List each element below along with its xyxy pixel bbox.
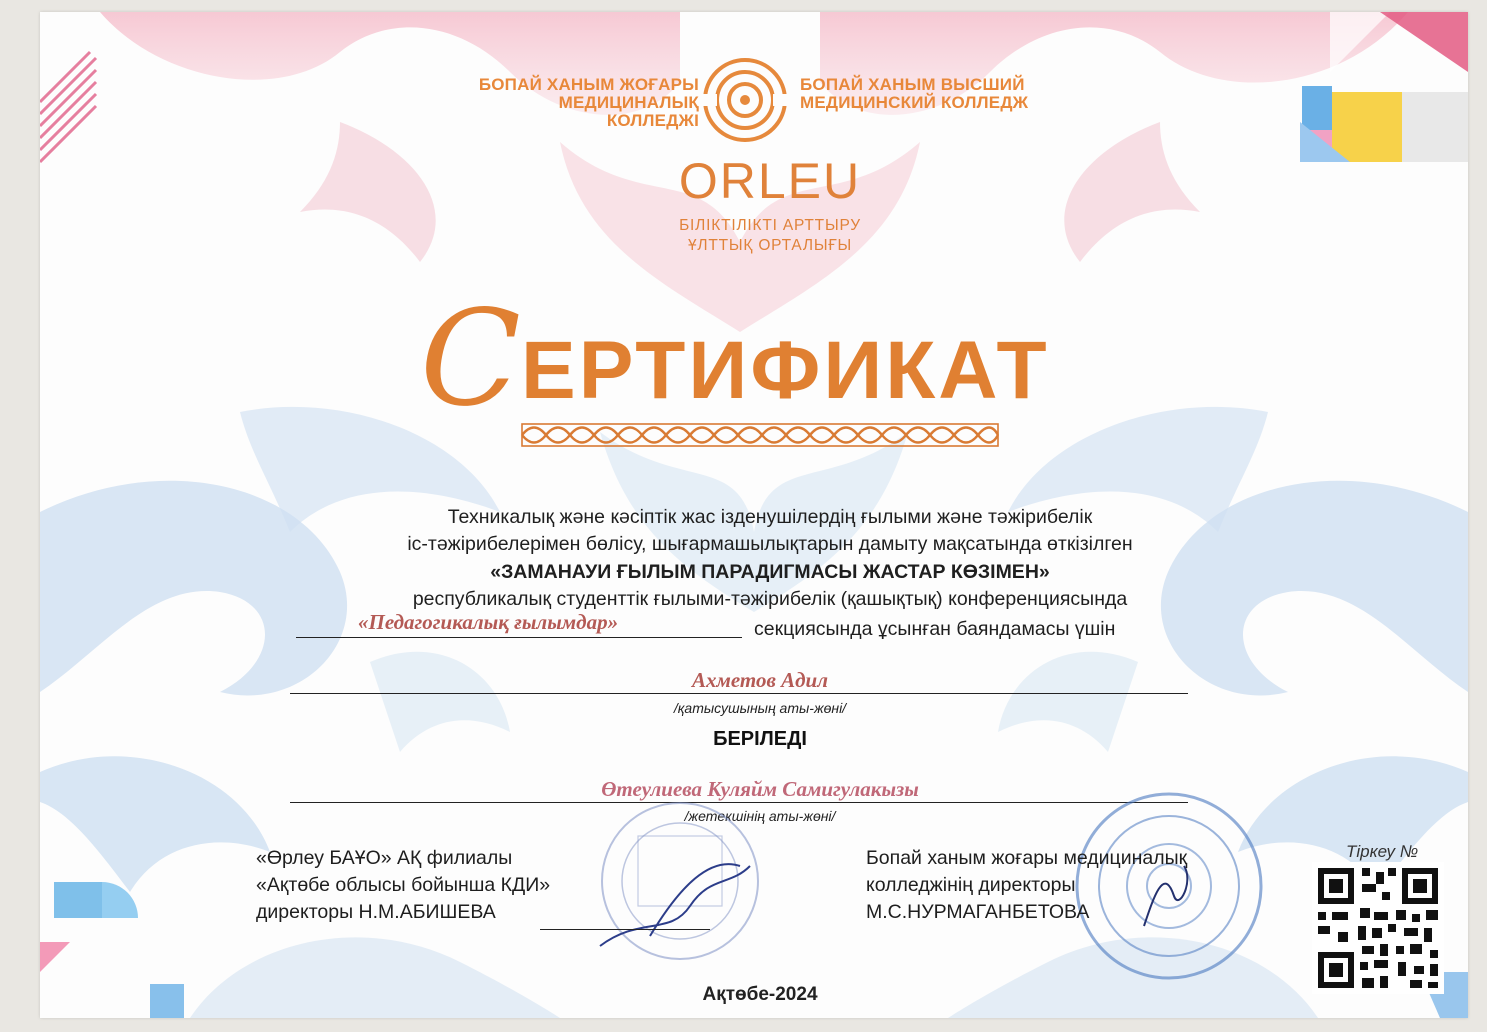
participant-caption: /қатысушының аты-жөні/ (673, 700, 847, 716)
certificate (40, 12, 1468, 1018)
orleu-sub-line1: БІЛІКТІЛІКТІ АРТТЫРУ (679, 217, 861, 234)
section-suffix: секциясында ұсынған баяндамасы үшін (754, 618, 1116, 640)
left-sig-line3: директоры Н.М.АБИШЕВА (256, 901, 496, 923)
left-stamp (580, 796, 780, 966)
body-line-4: республикалық студенттік ғылыми-тәжірибелік (қашықтық) конференциясында (412, 588, 1128, 610)
left-signature-block (256, 845, 550, 926)
participant-underline (290, 693, 1188, 694)
orleu-logo: ORLEU (678, 153, 862, 209)
college-kz-line1: БОПАЙ ХАНЫМ ЖОҒАРЫ (478, 75, 699, 94)
orleu-sub-line2: ҰЛТТЫҚ ОРТАЛЫҒЫ (687, 237, 853, 254)
left-signature-line (540, 929, 710, 930)
right-sig-line1: Бопай ханым жоғары медициналық (866, 847, 1188, 869)
section-name: «Педагогикалық ғылымдар» (358, 610, 619, 634)
orleu-subtitle (600, 216, 940, 256)
body-line-2: іс-тәжірибелерімен бөлісу, шығармашылықтарын дамыту мақсатында өткізілген (407, 533, 1133, 555)
body-line-1: Техникалық және кәсіптік жас ізденушілердің ғылыми және тәжірибелік (447, 506, 1093, 528)
right-signature-block (866, 845, 1187, 926)
qr-code-icon (1312, 862, 1444, 994)
college-name-ru (800, 76, 1060, 112)
college-ru-line2: МЕДИЦИНСКИЙ КОЛЛЕДЖ (800, 93, 1029, 112)
right-sig-line3: М.С.НУРМАГАНБЕТОВА (866, 901, 1090, 923)
conference-title: «ЗАМАНАУИ ҒЫЛЫМ ПАРАДИГМАСЫ ЖАСТАР КӨЗІМЕН» (490, 561, 1050, 583)
participant-name: Ахметов Адил (691, 668, 828, 692)
registration-text: Тіркеу № (1346, 842, 1419, 861)
awarded-label: БЕРІЛЕДІ (713, 728, 807, 750)
left-sig-line2: «Ақтөбе облысы бойынша КДИ» (256, 874, 551, 896)
title-rest: ЕРТИФИКАТ (521, 325, 1050, 416)
city-year: Ақтөбе-2024 (702, 984, 818, 1005)
college-kz-line2: МЕДИЦИНАЛЫҚ КОЛЛЕДЖІ (558, 93, 699, 130)
section-underline (296, 637, 742, 638)
certificate-title (420, 282, 1180, 436)
left-sig-line1: «Өрлеу БАҰО» АҚ филиалы (256, 847, 513, 869)
college-ru-line1: БОПАЙ ХАНЫМ ВЫСШИЙ (800, 75, 1025, 94)
right-sig-line2: колледжінің директоры (866, 874, 1076, 896)
college-name-kz (474, 76, 699, 130)
supervisor-caption: /жетекшінің аты-жөні/ (684, 808, 836, 824)
title-initial: С (420, 282, 521, 436)
supervisor-name: Өтеулиева Куляйм Самигулакызы (601, 777, 919, 801)
